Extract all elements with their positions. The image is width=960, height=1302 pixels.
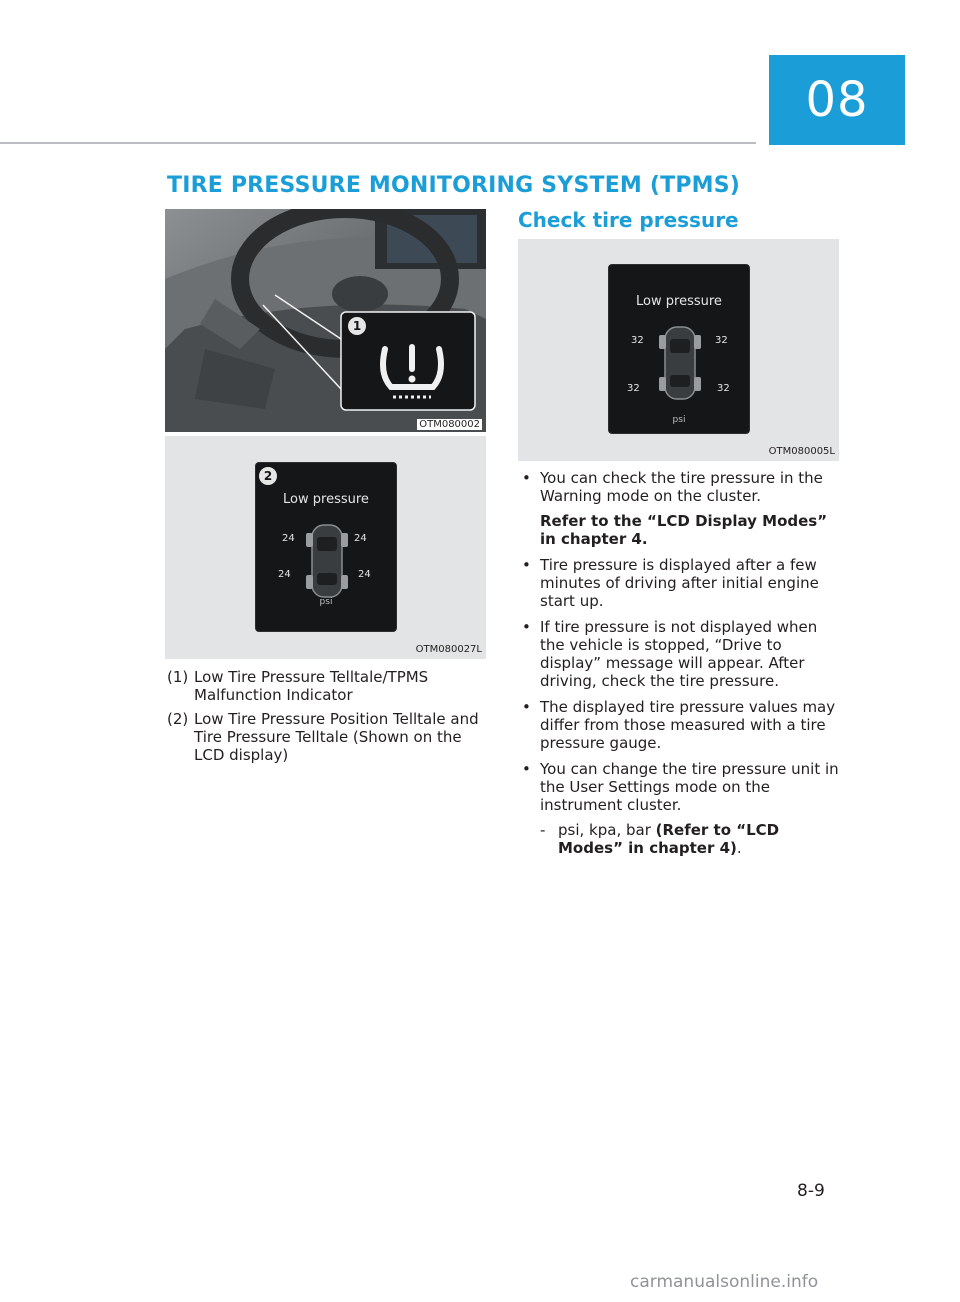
caption-2 [167,710,487,764]
caption-text: Low Tire Pressure Telltale/TPMS Malfunction Indicator [194,668,429,704]
tire-value-rear-right: 32 [717,383,730,394]
figure-code: OTM080002 [419,419,480,430]
subsection-title: Check tire pressure [518,208,739,232]
figure-cluster-low-pressure-32 [518,239,839,461]
tire-value-front-right: 32 [715,335,728,346]
bullet-text: Tire pressure is displayed after a few minutes of driving after initial engine start up. [540,556,819,610]
tire-value-front-left: 24 [282,533,295,544]
bullet-item: • Tire pressure is displayed after a few minutes of driving after initial engine start up. [522,556,819,610]
callout-badge-1: 1 [348,317,366,335]
figure-interior-photo [165,209,486,432]
unit-label: psi [672,415,686,425]
tire-value-rear-left: 24 [278,569,291,580]
sub-item: - psi, kpa, bar (Refer to “LCD Modes” in chapter 4). [540,821,780,857]
tire-value-rear-left: 32 [627,383,640,394]
bullet-reference: Refer to the “LCD Display Modes” in chapter 4. [540,512,828,548]
callout-badge-2: 2 [259,467,277,485]
watermark: carmanualsonline.info [630,1272,819,1292]
section-title: TIRE PRESSURE MONITORING SYSTEM (TPMS) [167,173,741,198]
sub-item-end: . [736,839,742,857]
figure-code: OTM080027L [415,644,482,655]
figure-cluster-low-pressure-24 [165,436,486,659]
sub-item-text: psi, kpa, bar [558,821,656,839]
bullet-item: • You can check the tire pressure in the Warning mode on the cluster. Refer to the “LCD Display Modes” in chapter 4. [518,469,842,548]
page-number: 8-9 [797,1181,825,1201]
caption-number: (2) [167,710,189,728]
tire-value-rear-right: 24 [358,569,371,580]
tire-value-front-right: 24 [354,533,367,544]
tire-value-front-left: 32 [631,335,644,346]
bullet-item: • If tire pressure is not displayed when the vehicle is stopped, “Drive to display” message will appear. After driving, check the tire pressure. [522,618,818,690]
figure-code: OTM080005L [768,446,835,457]
unit-label: psi [319,597,333,607]
caption-number: (1) [167,668,189,686]
bullet-item: • You can change the tire pressure unit in the User Settings mode on the instrument cluster. - psi, kpa, bar (Refer to “LCD Modes” in chapter 4). [518,760,842,857]
bullet-list [518,469,842,865]
car-top-icon [659,325,701,401]
cluster-title: Low pressure [283,492,369,507]
cluster-display [255,462,397,632]
chapter-tab: 08 [769,55,905,145]
car-top-icon [306,523,348,599]
sub-item-reference: (Refer to “LCD Modes” in chapter 4) [558,821,780,857]
bullet-text: If tire pressure is not displayed when the vehicle is stopped, “Drive to display” message will appear. After driving, check the tire pressure. [540,618,818,690]
cluster-title: Low pressure [636,294,722,309]
bullet-text: You can check the tire pressure in the Warning mode on the cluster. [540,469,823,505]
caption-1 [167,668,487,704]
bullet-text: You can change the tire pressure unit in the User Settings mode on the instrument cluster. [540,760,839,814]
caption-text: Low Tire Pressure Position Telltale and Tire Pressure Telltale (Shown on the LCD display) [194,710,479,764]
header-rule [0,142,756,144]
cluster-display [608,264,750,434]
bullet-text: The displayed tire pressure values may differ from those measured with a tire pressure gauge. [540,698,836,752]
interior-illustration [165,209,486,432]
bullet-item: • The displayed tire pressure values may differ from those measured with a tire pressure gauge. [522,698,836,752]
